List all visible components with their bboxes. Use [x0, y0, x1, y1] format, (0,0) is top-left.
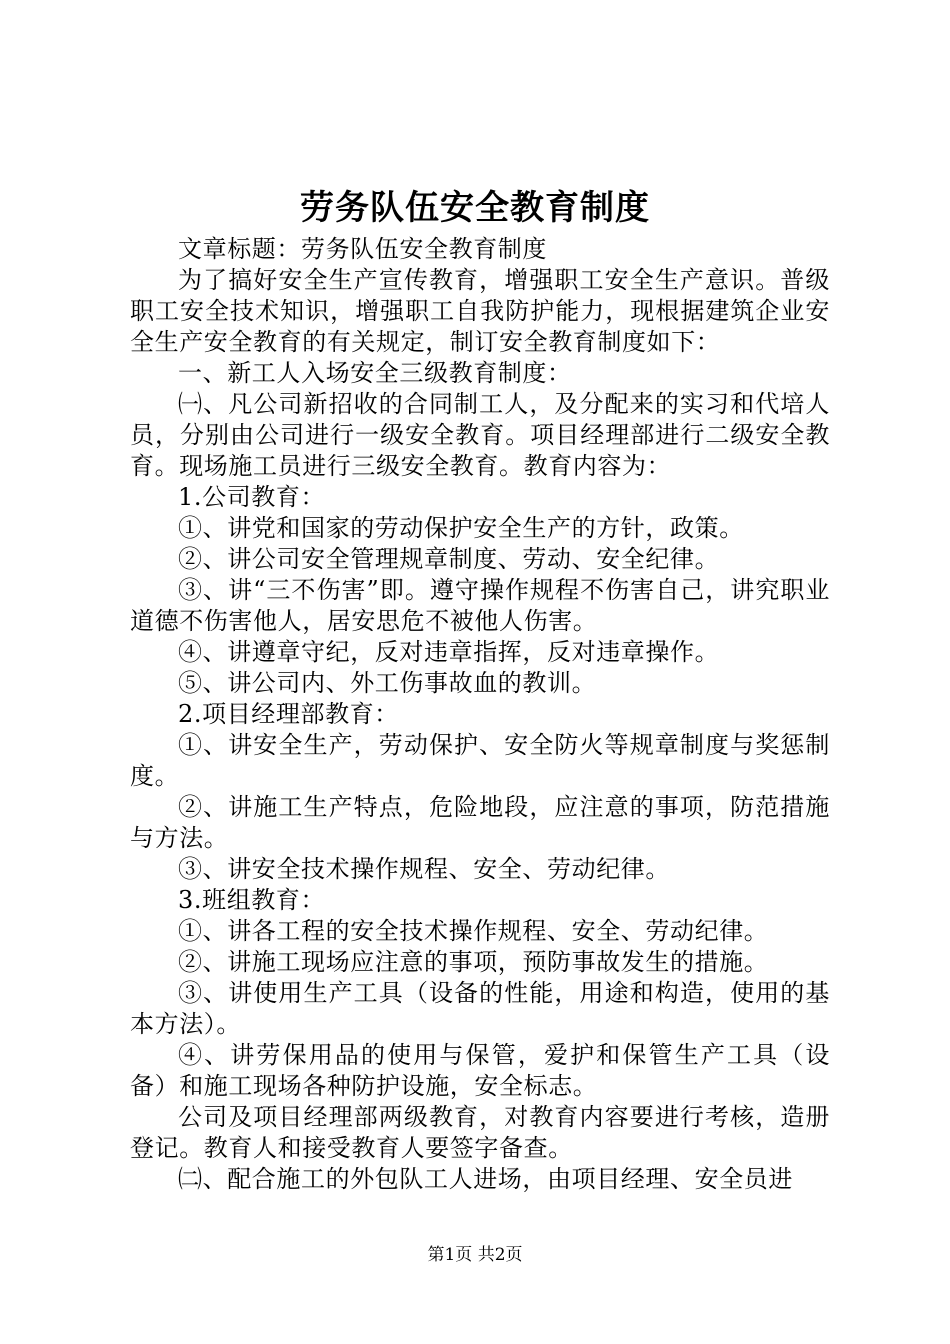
- paragraph: ㈡、配合施工的外包队工人进场，由项目经理、安全员进: [178, 1165, 793, 1193]
- paragraph: ①、讲安全生产，劳动保护、安全防火等规章制度与奖惩制度。: [130, 731, 830, 790]
- paragraph: ②、讲施工现场应注意的事项，预防事故发生的措施。: [178, 948, 769, 976]
- paragraph: 3.班组教育：: [178, 886, 326, 914]
- paragraph: ④、讲劳保用品的使用与保管，爱护和保管生产工具（设备）和施工现场各种防护设施，安全标志。: [130, 1041, 830, 1100]
- paragraph: ①、讲各工程的安全技术操作规程、安全、劳动纪律。: [178, 917, 769, 945]
- paragraph: ①、讲党和国家的劳动保护安全生产的方针，政策。: [178, 514, 744, 542]
- document-body: [130, 234, 830, 1195]
- paragraph: 一、新工人入场安全三级教育制度：: [178, 359, 572, 387]
- document-title: 劳务队伍安全教育制度: [300, 188, 650, 228]
- paragraph: ③、讲“三不伤害”即。遵守操作规程不伤害自己，讲究职业道德不伤害他人，居安思危不被他人伤害。: [130, 576, 830, 635]
- paragraph: ③、讲使用生产工具（设备的性能，用途和构造，使用的基本方法）。: [130, 979, 830, 1038]
- paragraph: ㈠、凡公司新招收的合同制工人，及分配来的实习和代培人员，分别由公司进行一级安全教育。项目经理部进行二级安全教育。现场施工员进行三级安全教育。教育内容为：: [130, 390, 830, 480]
- page-footer: 第1页 共2页: [427, 1245, 523, 1265]
- paragraph: ②、讲公司安全管理规章制度、劳动、安全纪律。: [178, 545, 720, 573]
- paragraph: ⑤、讲公司内、外工伤事故血的教训。: [178, 669, 597, 697]
- paragraph: 文章标题：劳务队伍安全教育制度: [178, 235, 547, 263]
- paragraph: 公司及项目经理部两级教育，对教育内容要进行考核，造册登记。教育人和接受教育人要签字备查。: [130, 1103, 830, 1162]
- paragraph: 1.公司教育：: [178, 483, 326, 511]
- paragraph: 为了搞好安全生产宣传教育，增强职工安全生产意识。普级职工安全技术知识，增强职工自我防护能力，现根据建筑企业安全生产安全教育的有关规定，制订安全教育制度如下：: [130, 266, 830, 356]
- paragraph: 2.项目经理部教育：: [178, 700, 399, 728]
- paragraph: ②、讲施工生产特点，危险地段，应注意的事项，防范措施与方法。: [130, 793, 830, 852]
- paragraph: ④、讲遵章守纪，反对违章指挥，反对违章操作。: [178, 638, 720, 666]
- paragraph: ③、讲安全技术操作规程、安全、劳动纪律。: [178, 855, 670, 883]
